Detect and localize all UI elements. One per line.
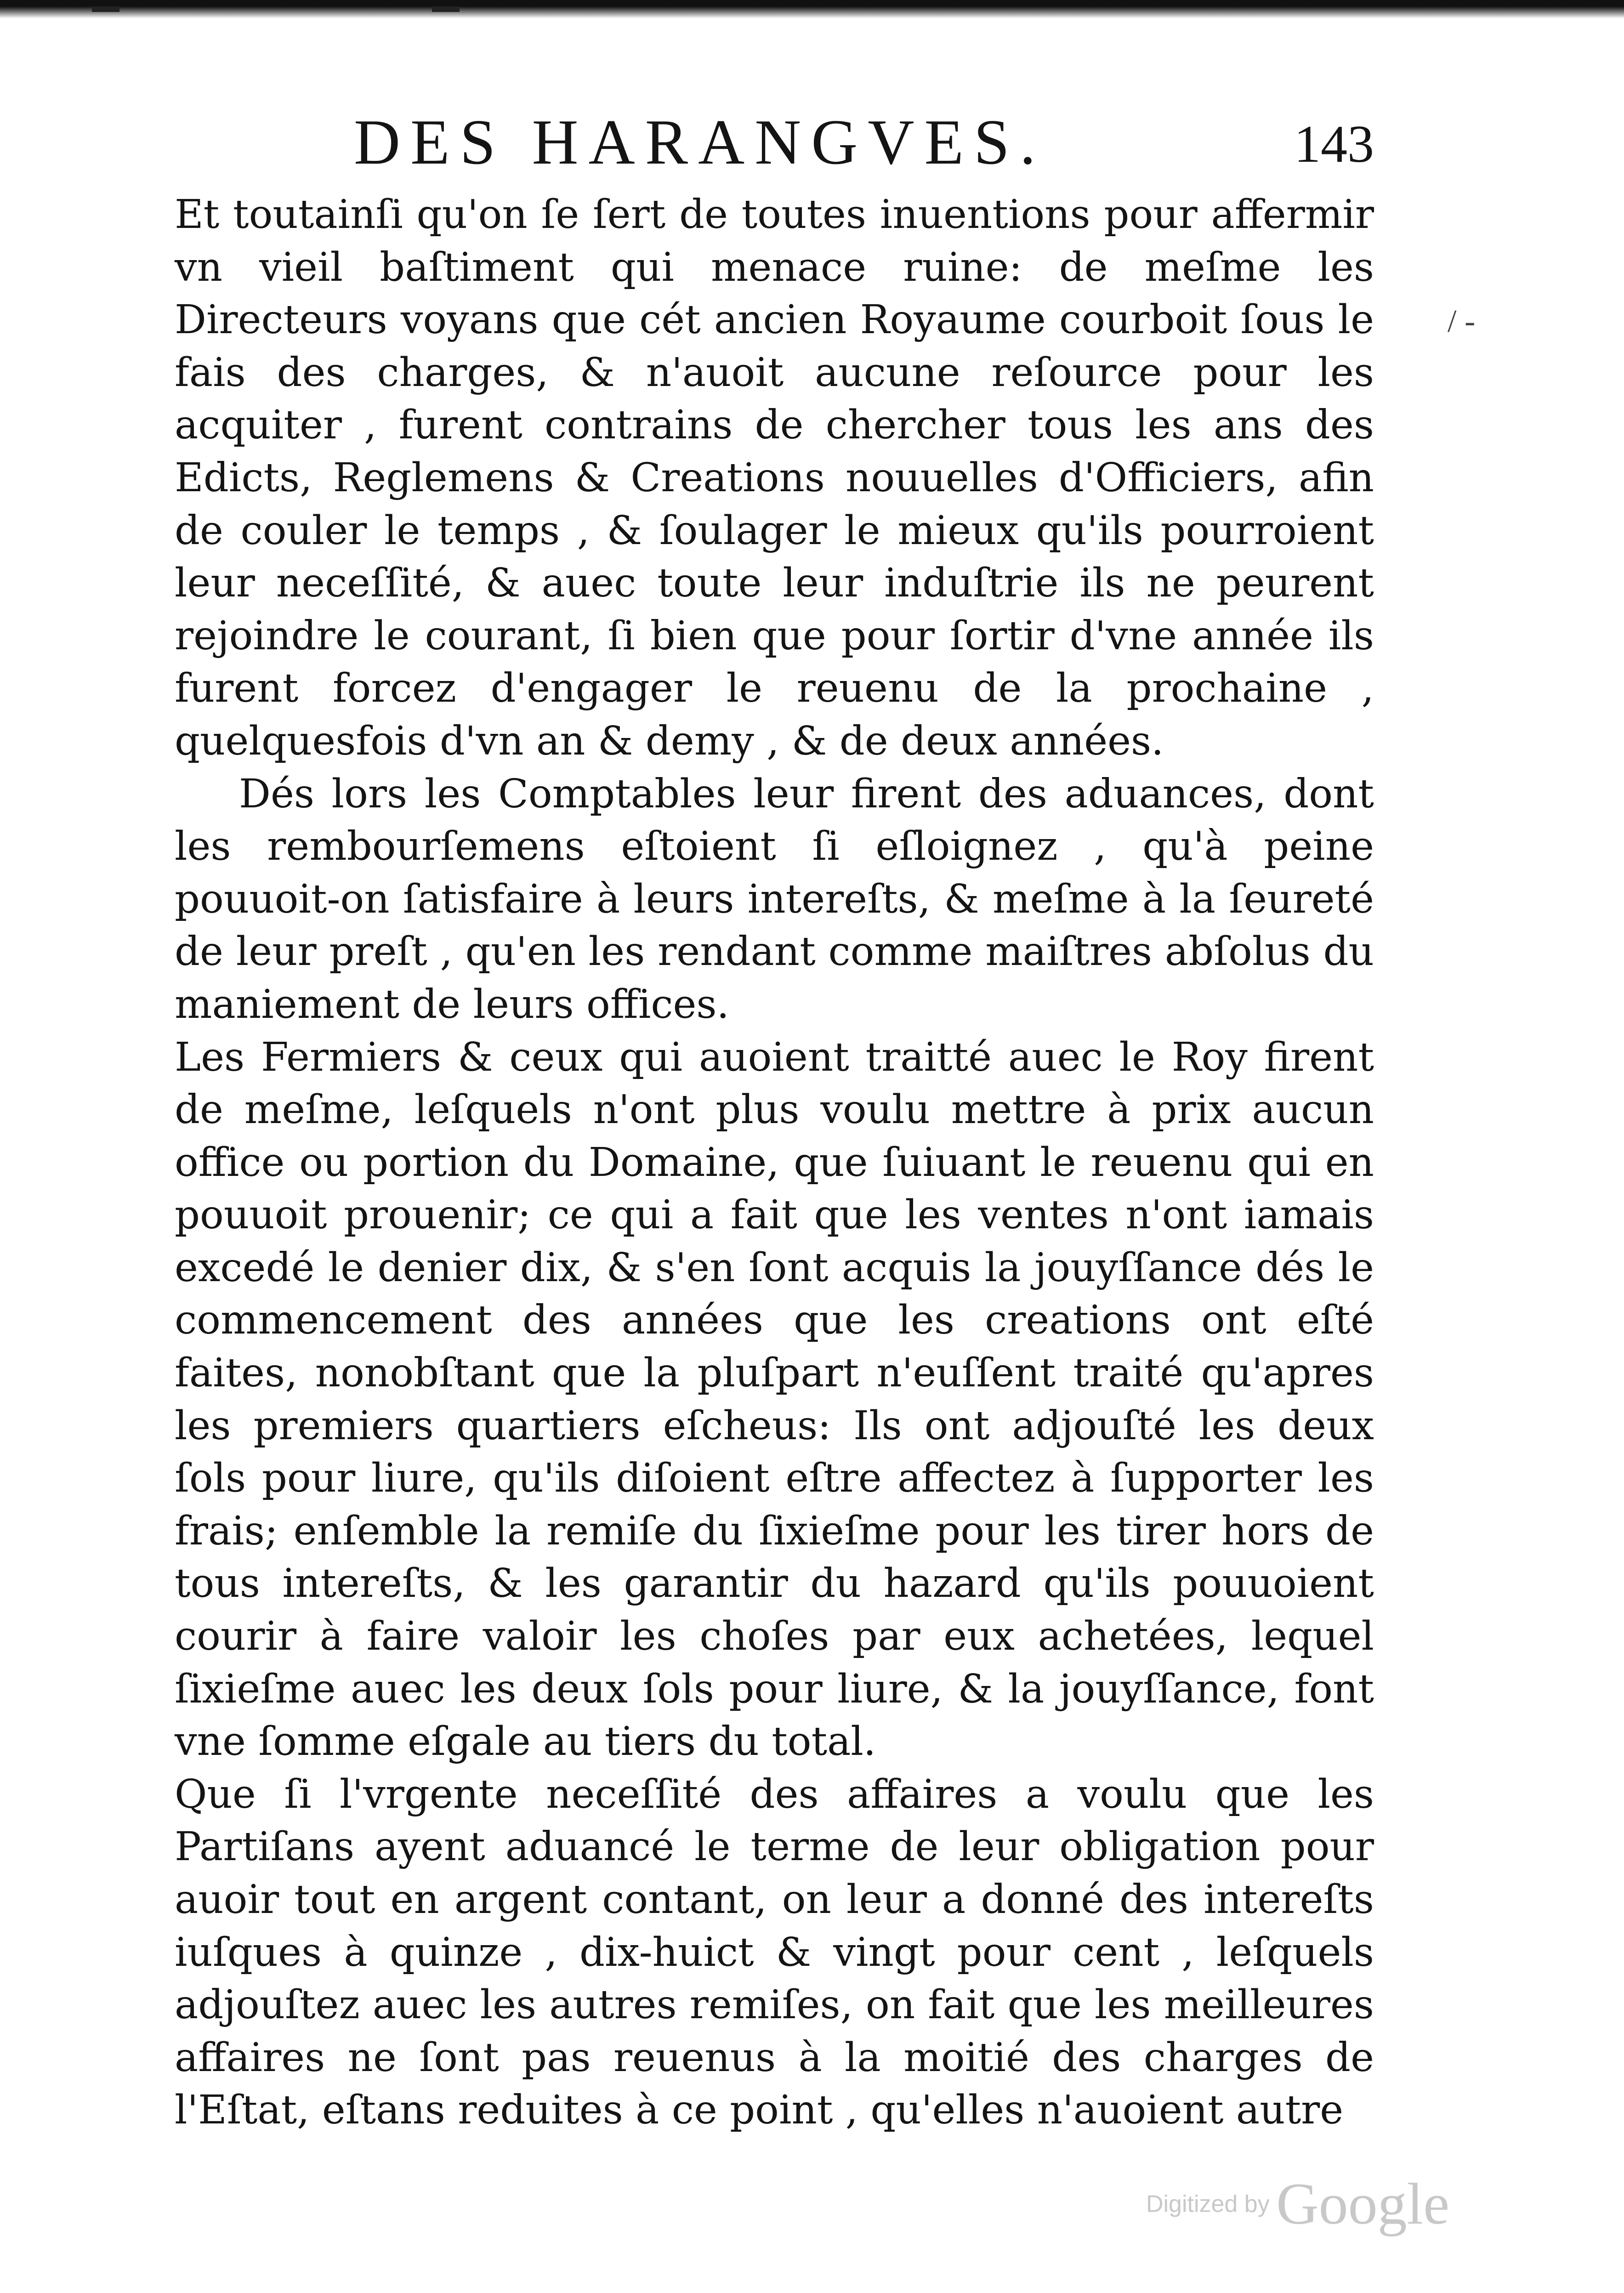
page-top-edge	[0, 0, 1624, 18]
margin-mark: / -	[1448, 304, 1476, 339]
paragraph: Que ſi l'vrgente neceſſité des affaires a voulu que les Partiſans ayent aduancé le terme de leur obligation pour auoir tout en argent contant, on leur a donné des intereſts iuſques à quinze , dix-huict & vingt pour cent , leſquels adjouſtez auec les autres remiſes, on fait que les meilleures affaires ne ſont pas reuenus à la moitié des charges de l'Eſtat, eſtans reduites à ce point , qu'elles n'auoient autre	[175, 1771, 1374, 2134]
paragraph: Dés lors les Comptables leur firent des aduances, dont les rembourſemens eſtoient ſi eſloignez , qu'à peine pouuoit-on ſatisfaire à leurs intereſts, & meſme à la ſeureté de leur preſt , qu'en les rendant comme maiſtres abſolus du maniement de leurs offices.	[175, 771, 1374, 1027]
text-body	[175, 188, 1374, 2137]
edge-tick	[432, 6, 460, 12]
digitized-by-label: Digitized by	[1146, 2191, 1270, 2218]
paragraph: Et toutainſi qu'on ſe ſert de toutes inuentions pour affermir vn vieil baſtiment qui menace ruine: de meſme les Directeurs voyans que cét ancien Royaume courboit ſous le fais des charges, & n'auoit aucune reſource pour les acquiter , furent contrains de chercher tous les ans des Edicts, Reglemens & Creations nouuelles d'Officiers, afin de couler le temps , & ſoulager le mieux qu'ils pourroient leur neceſſité, & auec toute leur induſtrie ils ne peurent rejoindre le courant, ſi bien que pour ſortir d'vne année ils furent forcez d'engager le reuenu de la prochaine , quelquesfois d'vn an & demy , & de deux années.	[175, 192, 1374, 764]
book-page	[175, 106, 1374, 2137]
page-number: 143	[1294, 115, 1374, 174]
running-head	[175, 106, 1374, 188]
google-logo: Google	[1276, 2171, 1449, 2236]
edge-tick	[92, 6, 119, 12]
digitized-by-google-watermark	[1146, 2170, 1449, 2238]
paragraph: Les Fermiers & ceux qui auoient traitté auec le Roy firent de meſme, leſquels n'ont plus voulu mettre à prix aucun office ou portion du Domaine, que ſuiuant le reuenu qui en pouuoit prouenir; ce qui a fait que les ventes n'ont iamais excedé le denier dix, & s'en ſont acquis la jouyſſance dés le commencement des années que les creations ont eſté faites, nonobſtant que la pluſpart n'euſſent traité qu'apres les premiers quartiers eſcheus: Ils ont adjouſté les deux ſols pour liure, qu'ils diſoient eſtre affectez à ſupporter les frais; enſemble la remiſe du ſixieſme pour les tirer hors de tous intereſts, & les garantir du hazard qu'ils pouuoient courir à faire valoir les choſes par eux achetées, lequel ſixieſme auec les deux ſols pour liure, & la jouyſſance, font vne ſomme eſgale au tiers du total.	[175, 1034, 1374, 1765]
running-title: DES HARANGVES.	[354, 107, 1046, 178]
